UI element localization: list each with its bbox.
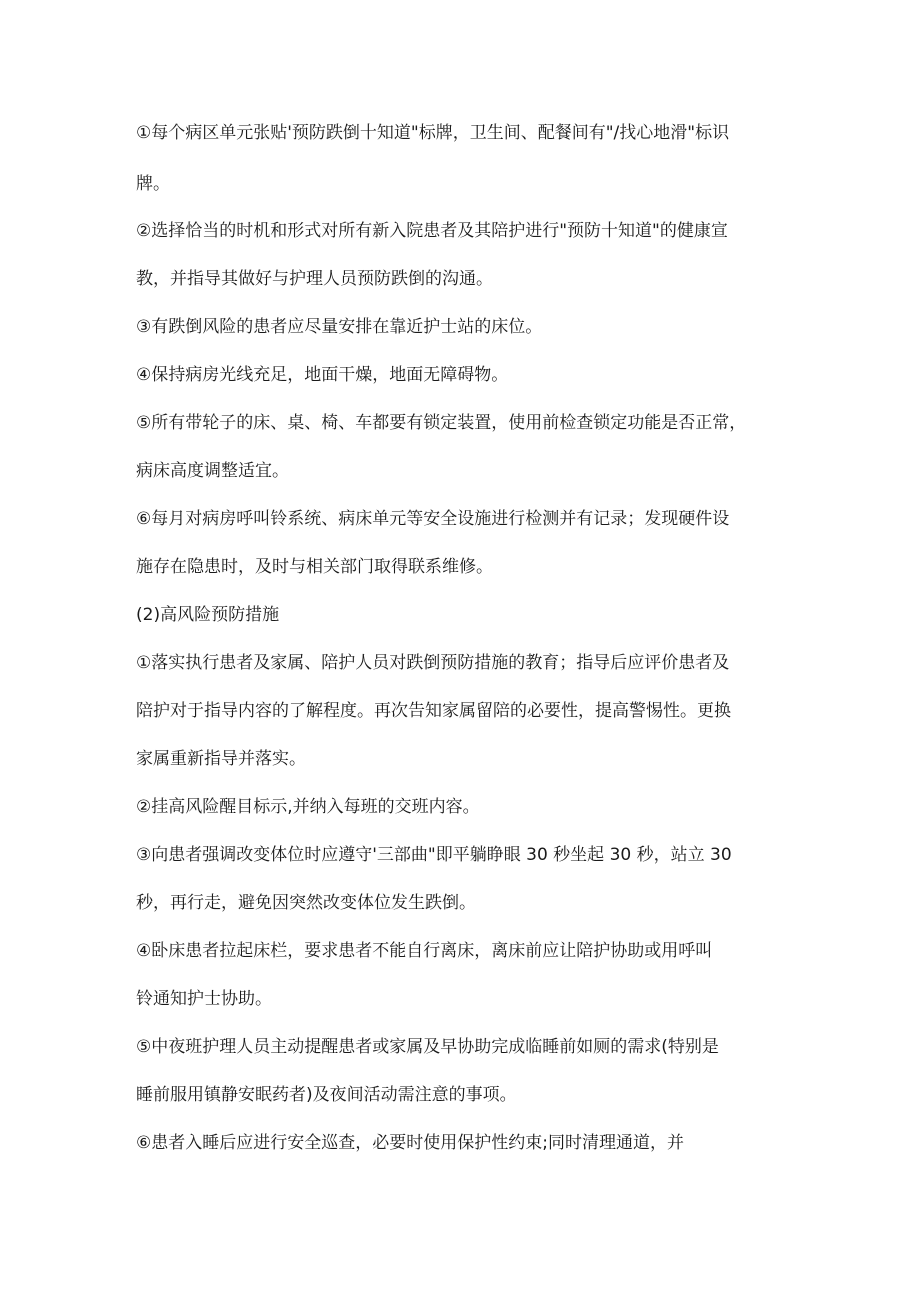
text-line: 睡前服用镇静安眠药者)及夜间活动需注意的事项。 (136, 1085, 517, 1105)
text-line: 铃通知护士协助。 (136, 989, 272, 1009)
text-line: 施存在隐患时，及时与相关部门取得联系维修。 (136, 557, 493, 577)
text-line: ③有跌倒风险的患者应尽量安排在靠近护士站的床位。 (136, 317, 543, 337)
text-line: ⑥每月对病房呼叫铃系统、病床单元等安全设施进行检测并有记录；发现硬件设 (136, 509, 730, 529)
text-line: 牌。 (136, 174, 170, 194)
text-line: ④卧床患者拉起床栏，要求患者不能自行离床，离床前应让陪护协助或用呼叫 (136, 941, 713, 961)
text-line: ⑥患者入睡后应进行安全巡查，必要时使用保护性约束;同时清理通道，并 (136, 1133, 684, 1153)
text-line: ①每个病区单元张贴'预防跌倒十知道"标牌，卫生间、配餐间有"/找心地滑"标识 (136, 123, 730, 143)
text-line: ②选择恰当的时机和形式对所有新入院患者及其陪护进行"预防十知道"的健康宣 (136, 221, 728, 241)
text-line: 家属重新指导并落实。 (136, 749, 306, 769)
text-line: ②挂高风险醒目标示,并纳入每班的交班内容。 (136, 797, 480, 817)
text-line: 病床高度调整适宜。 (136, 461, 289, 481)
text-line: 秒，再行走，避免因突然改变体位发生跌倒。 (136, 893, 476, 913)
text-line: ①落实执行患者及家属、陪护人员对跌倒预防措施的教育；指导后应评价患者及 (136, 653, 730, 673)
section-heading: (2)高风险预防措施 (136, 605, 280, 625)
text-line: ③向患者强调改变体位时应遵守'三部曲"即平躺睁眼 30 秒坐起 30 秒，站立 30 (136, 845, 732, 865)
text-line: 陪护对于指导内容的了解程度。再次告知家属留陪的必要性，提高警惕性。更换 (136, 701, 731, 721)
text-line: ⑤所有带轮子的床、桌、椅、车都要有锁定装置，使用前检查锁定功能是否正常， (136, 413, 747, 433)
text-line: ⑤中夜班护理人员主动提醒患者或家属及早协助完成临睡前如厕的需求(特别是 (136, 1037, 719, 1057)
text-line: 教，并指导其做好与护理人员预防跌倒的沟通。 (136, 269, 493, 289)
text-line: ④保持病房光线充足，地面干燥，地面无障碍物。 (136, 365, 509, 385)
